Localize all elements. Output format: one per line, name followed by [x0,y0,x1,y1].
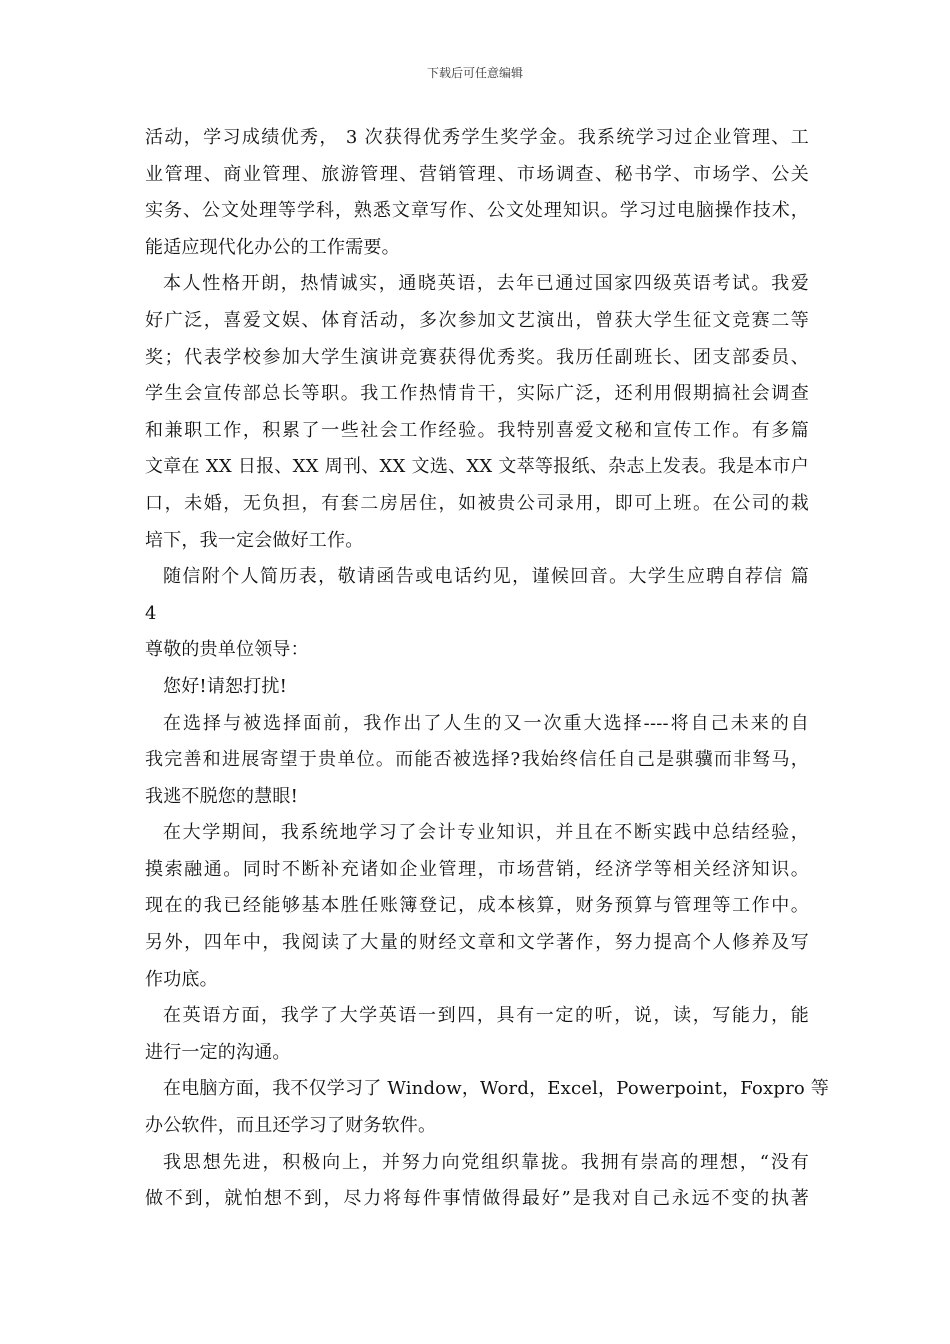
text-line: 进行一定的沟通。 [145,1041,291,1063]
text-line: 在选择与被选择面前，我作出了人生的又一次重大选择----将自己未来的自 [163,712,809,734]
text-line: 文章在 XX 日报、XX 周刊、XX 文选、XX 文萃等报纸、杂志上发表。我是本市户 [145,456,809,478]
document-body [145,120,830,1218]
text-line: 口，未婚，无负担，有套二房居住，如被贵公司录用，即可上班。在公司的栽 [145,492,809,514]
text-line: 和兼职工作，积累了一些社会工作经验。我特别喜爱文秘和宣传工作。有多篇 [145,419,809,441]
text-line: 我思想先进，积极向上，并努力向党组织靠拢。我拥有崇高的理想，“没有 [163,1151,809,1173]
text-line: 摸索融通。同时不断补充诸如企业管理，市场营销，经济学等相关经济知识。 [145,858,809,880]
text-line: 学生会宣传部总长等职。我工作热情肯干，实际广泛，还利用假期搞社会调查 [145,383,809,405]
text-line: 本人性格开朗，热情诚实，通晓英语，去年已通过国家四级英语考试。我爱 [163,273,809,295]
text-line: 实务、公文处理等学科，熟悉文章写作、公文处理知识。学习过电脑操作技术， [145,200,809,222]
text-line: 我逃不脱您的慧眼! [145,785,299,807]
text-line: 随信附个人简历表，敬请函告或电话约见，谨候回音。大学生应聘自荐信 篇 [163,566,809,588]
text-line: 能适应现代化办公的工作需要。 [145,236,400,258]
text-line: 办公软件，而且还学习了财务软件。 [145,1115,437,1137]
text-line: 活动，学习成绩优秀， 3 次获得优秀学生奖学金。我系统学习过企业管理、工 [145,127,809,148]
text-line: 奖；代表学校参加大学生演讲竞赛获得优秀奖。我历任副班长、团支部委员、 [145,346,809,368]
text-line: 业管理、商业管理、旅游管理、营销管理、市场调查、秘书学、市场学、公关 [145,163,809,185]
text-line: 好广泛，喜爱文娱、体育活动，多次参加文艺演出，曾获大学生征文竞赛二等 [145,309,809,331]
text-line: 在英语方面，我学了大学英语一到四，具有一定的听，说，读，写能力，能 [163,1005,809,1027]
text-line: 现在的我已经能够基本胜任账簿登记，成本核算，财务预算与管理等工作中。 [145,895,809,917]
text-line: 做不到，就怕想不到，尽力将每件事情做得最好”是我对自己永远不变的执著 [145,1188,809,1210]
text-line: 我完善和进展寄望于贵单位。而能否被选择?我始终信任自己是骐骥而非驽马， [145,749,809,771]
text-line: 4 [145,602,157,624]
text-line: 作功底。 [145,968,218,990]
text-line: 在大学期间，我系统地学习了会计专业知识，并且在不断实践中总结经验， [163,822,809,844]
text-line: 您好!请恕打扰! [163,675,288,697]
page-header: 下载后可任意编辑 [426,66,523,80]
text-line: 培下，我一定会做好工作。 [145,529,364,551]
text-line: 尊敬的贵单位领导： [145,639,309,661]
text-line: 在电脑方面，我不仅学习了 Window，Word，Excel，Powerpoint，Foxpro 等 [163,1078,830,1100]
text-line: 另外，四年中，我阅读了大量的财经文章和文学著作，努力提高个人修养及写 [145,932,809,954]
